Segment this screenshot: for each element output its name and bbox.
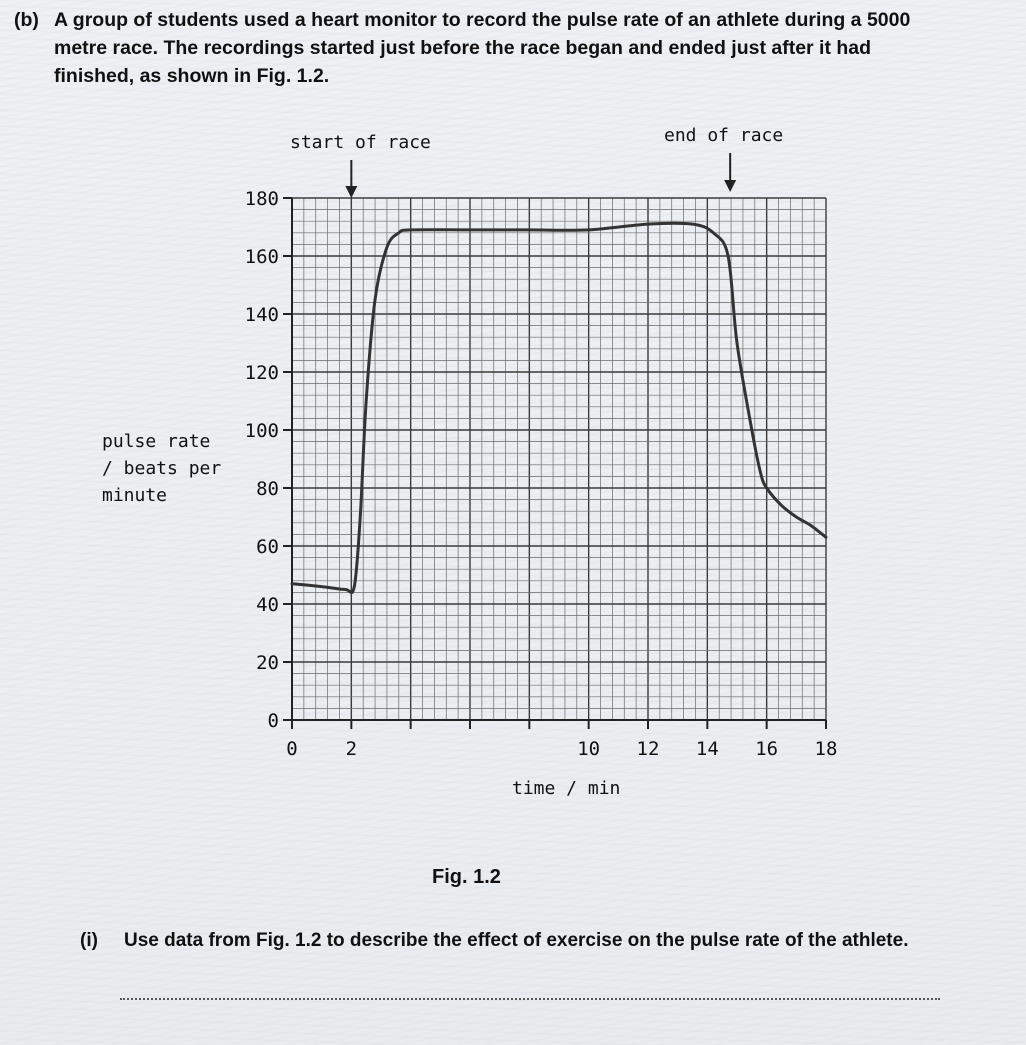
y-axis-label-line-3: minute (102, 485, 168, 506)
y-tick-label: 120 (244, 362, 279, 384)
y-axis-label-line-2: / beats per (102, 458, 222, 479)
y-tick-label: 140 (244, 304, 279, 326)
x-tick-label: 18 (814, 738, 838, 760)
question-text-line-2: metre race. The recordings started just before the race began and ended just after it had (54, 37, 872, 59)
chart-axes (292, 198, 826, 720)
chart-grid (292, 198, 826, 720)
answer-line[interactable] (120, 998, 940, 1000)
y-tick-label: 100 (244, 420, 279, 442)
pulse-rate-line (292, 223, 826, 592)
question-text-line-1: A group of students used a heart monitor to record the pulse rate of an athlete during a 5000 (54, 9, 911, 31)
question-part-label: (b) (14, 9, 39, 31)
y-tick-label: 160 (244, 246, 279, 268)
y-tick-label: 180 (244, 188, 279, 210)
y-tick-label: 80 (256, 478, 279, 500)
x-tick-label: 10 (577, 738, 601, 760)
x-tick-label: 0 (286, 738, 298, 760)
x-axis-label: time / min (512, 778, 621, 799)
y-axis-label-line-1: pulse rate (102, 431, 211, 452)
y-tick-label: 60 (256, 536, 279, 558)
y-tick-label: 20 (256, 652, 279, 674)
x-tick-label: 12 (636, 738, 660, 760)
question-text-line-3: finished, as shown in Fig. 1.2. (54, 65, 330, 87)
race-arrow-head (345, 186, 357, 198)
sub-question-label: (i) (80, 930, 98, 951)
race-arrows (345, 153, 736, 198)
x-tick-label: 16 (755, 738, 779, 760)
y-tick-label: 40 (256, 594, 279, 616)
annotation-end-of-race: end of race (664, 125, 784, 146)
figure-caption: Fig. 1.2 (432, 866, 501, 888)
x-tick-label: 14 (695, 738, 719, 760)
sub-question-text: Use data from Fig. 1.2 to describe the effect of exercise on the pulse rate of the athlete. (124, 930, 909, 951)
x-tick-label: 2 (345, 738, 358, 760)
annotation-start-of-race: start of race (290, 132, 431, 153)
race-arrow-head (724, 180, 736, 192)
y-tick-label: 0 (267, 710, 279, 732)
